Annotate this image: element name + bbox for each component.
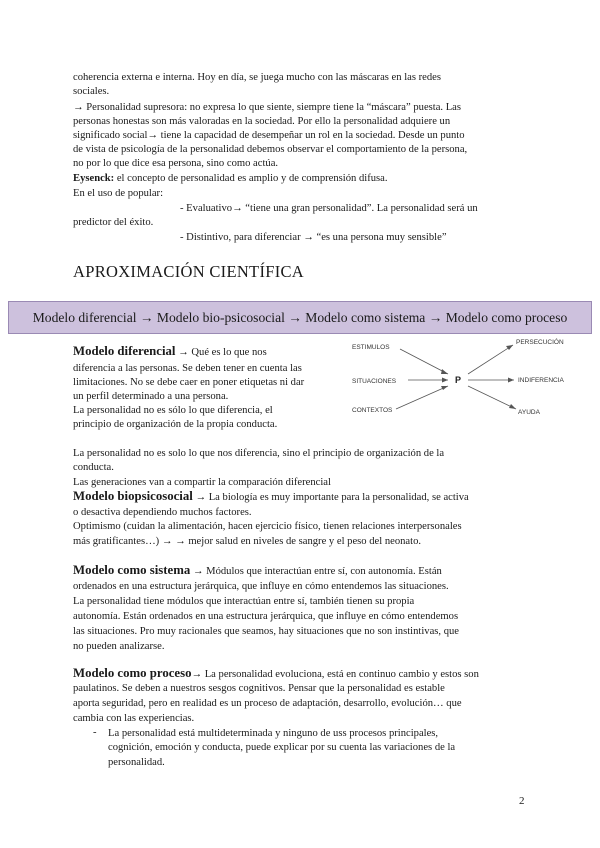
body-text-line: de vista de psicología de la personalidad debemos observar el comportamiento de la persona, xyxy=(73,144,468,155)
diferencial-intro: → Qué es lo que nos xyxy=(178,347,267,358)
list-item: personalidad. xyxy=(108,757,165,768)
body-text-line: personas honestas son más valoradas en la sociedad. Por ello la personalidad adquiere un xyxy=(73,116,451,127)
body-text-line: autonomía. Están ordenados en una estructura jerárquica, que influye en cómo entendemos xyxy=(73,611,459,622)
proceso-title: Modelo como proceso xyxy=(73,666,192,680)
arrow-line xyxy=(468,345,513,374)
proceso-intro: → La personalidad evoluciona, está en continuo cambio y estos son xyxy=(191,669,479,680)
body-text-line: no pueden analizarse. xyxy=(73,641,165,652)
diferencial-title: Modelo diferencial xyxy=(73,344,176,358)
diagram-label-right: INDIFERENCIA xyxy=(518,377,564,384)
body-text-line: sociales. xyxy=(73,86,110,97)
arrow-line xyxy=(468,386,516,409)
body-text-line: Optimismo (cuidan la alimentación, hacen ejercicio físico, tienen relaciones interpersonales xyxy=(73,521,462,532)
body-text-line: un perfil determinado a una persona. xyxy=(73,391,229,402)
proceso-heading-line xyxy=(73,667,479,681)
body-text-line: En el uso de popular: xyxy=(73,188,164,199)
biopsicosocial-heading-line xyxy=(73,490,469,504)
bullet-dash-icon: - xyxy=(93,727,97,738)
body-text-line: predictor del éxito. xyxy=(73,217,154,228)
body-text-line: principio de organización de la propia conducta. xyxy=(73,419,278,430)
diagram-label-right: PERSECUCIÓN xyxy=(516,339,564,346)
biopsicosocial-intro: → La biología es muy importante para la personalidad, se activa xyxy=(195,492,469,503)
arrowhead-icon xyxy=(442,378,448,383)
diagram-label-left: ESTIMULOS xyxy=(352,344,390,351)
list-item: La personalidad está multideterminada y ninguno de uss procesos principales, xyxy=(108,728,439,739)
diagram-center: P xyxy=(454,375,462,385)
body-text-line: aporta seguridad, pero en realidad es un proceso de adaptación, desarrollo, evolución… que xyxy=(73,698,462,709)
arrow-line xyxy=(396,386,448,409)
body-text-line: La personalidad tiene módulos que interactúan entre sí, también tienen su propia xyxy=(73,596,415,607)
body-text-line: Las generaciones van a compartir la comparación diferencial xyxy=(73,477,331,488)
body-text-line: → Personalidad supresora: no expresa lo que siente, siempre tiene la “máscara” puesta. Las xyxy=(73,102,462,113)
arrowhead-icon xyxy=(509,404,516,409)
body-text-line: más gratificantes…) → → mejor salud en niveles de sangre y el peso del neonato. xyxy=(73,536,422,547)
diferencial-heading-line xyxy=(73,345,267,359)
body-text-line: paulatinos. Se deben a nuestros sesgos cognitivos. Pensar que la personalidad es estable xyxy=(73,683,445,694)
models-banner: Modelo diferencial → Modelo bio-psicosocial → Modelo como sistema → Modelo como proceso xyxy=(8,301,592,334)
arrowhead-icon xyxy=(441,386,448,390)
eysenck-label: Eysenck: xyxy=(73,173,115,184)
diagram-label-left: CONTEXTOS xyxy=(352,407,393,414)
diagram-label-right: AYUDA xyxy=(518,409,540,416)
eysenck-line xyxy=(73,172,388,185)
section-title: APROXIMACIÓN CIENTÍFICA xyxy=(73,262,305,281)
list-item: cognición, emoción y conducta, puede explicar por su cuenta las variaciones de la xyxy=(108,742,456,753)
sistema-heading-line xyxy=(73,564,442,578)
personality-diagram xyxy=(348,333,578,423)
body-text-line: coherencia externa e interna. Hoy en día, se juega mucho con las máscaras en las redes xyxy=(73,72,441,83)
body-text-line: diferencia a las personas. Se deben tener en cuenta las xyxy=(73,363,302,374)
biopsicosocial-title: Modelo biopsicosocial xyxy=(73,489,193,503)
eysenck-text: el concepto de personalidad es amplio y de comprensión difusa. xyxy=(114,173,388,184)
arrowhead-icon xyxy=(508,378,514,383)
body-text-line: conducta. xyxy=(73,462,114,473)
arrow-line xyxy=(400,349,448,374)
page-number: 2 xyxy=(519,795,525,807)
list-item: - Distintivo, para diferenciar → “es una persona muy sensible” xyxy=(180,232,447,243)
body-text-line: ordenados en una estructura jerárquica, que influye en cómo entendemos las situaciones. xyxy=(73,581,449,592)
body-text-line: La personalidad no es sólo lo que diferencia, el xyxy=(73,405,273,416)
body-text-line: cambia con las experiencias. xyxy=(73,713,195,724)
arrowhead-icon xyxy=(441,369,448,374)
body-text-line: La personalidad no es solo lo que nos diferencia, sino el principio de organización de la xyxy=(73,448,445,459)
body-text-line: significado social→ tiene la capacidad de desempeñar un rol en la sociedad. Desde un punto xyxy=(73,130,465,141)
body-text-line: no por lo que dice esa persona, sino como actúa. xyxy=(73,158,279,169)
diagram-label-left: SITUACIONES xyxy=(352,378,397,385)
sistema-intro: → Módulos que interactúan entre sí, con autonomía. Están xyxy=(190,566,442,577)
body-text-line: limitaciones. No se debe caer en poner etiquetas ni dar xyxy=(73,377,305,388)
sistema-title: Modelo como sistema xyxy=(73,563,191,577)
list-item: - Evaluativo→ “tiene una gran personalidad”. La personalidad será un xyxy=(180,203,478,214)
body-text-line: o desactiva dependiendo muchos factores. xyxy=(73,507,252,518)
body-text-line: las situaciones. Pro muy racionales que seamos, hay situaciones que no son instintivas, que xyxy=(73,626,460,637)
